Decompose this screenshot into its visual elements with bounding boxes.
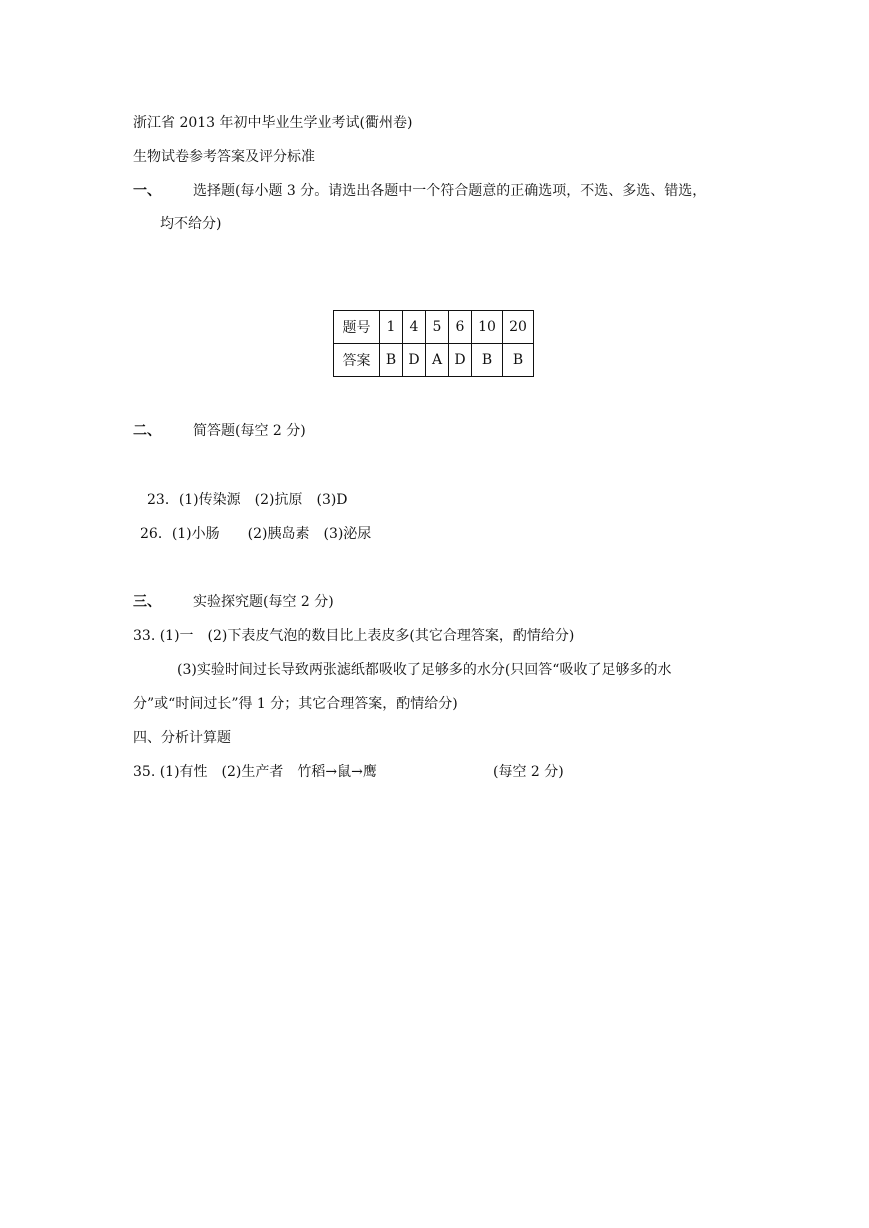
answer-cell: B: [380, 344, 403, 377]
section-1-number: 一、: [133, 183, 161, 199]
section-2-number: 二、: [133, 423, 161, 439]
question-number-cell: 6: [449, 311, 472, 344]
answer-cell: D: [449, 344, 472, 377]
question-number-cell: 5: [426, 311, 449, 344]
scoring-note: (每空 2 分): [493, 764, 564, 780]
question-number-cell: 4: [403, 311, 426, 344]
answer-cell: A: [426, 344, 449, 377]
question-number-cell: 1: [380, 311, 403, 344]
document-subtitle: 生物试卷参考答案及评分标准: [133, 149, 315, 165]
answer-cell: B: [503, 344, 534, 377]
document-title: 浙江省 2013 年初中毕业生学业考试(衢州卷): [133, 115, 413, 131]
table-row-header: 题号: [334, 311, 380, 344]
question-number-cell: 10: [472, 311, 503, 344]
section-4-heading: 四、分析计算题: [133, 730, 231, 746]
table-row: [334, 344, 534, 377]
section-2-heading: 简答题(每空 2 分): [193, 423, 306, 439]
answer-line-33: 33. (1)一 (2)下表皮气泡的数目比上表皮多(其它合理答案，酌情给分): [133, 628, 575, 644]
answer-cell: D: [403, 344, 426, 377]
answer-table: [333, 310, 534, 377]
answer-line-23: 23．(1)传染源 (2)抗原 (3)D: [147, 492, 348, 508]
section-3-number: 三、: [133, 594, 161, 610]
answer-line-33-part3: (3)实验时间过长导致两张滤纸都吸收了足够多的水分(只回答“吸收了足够多的水: [177, 662, 672, 678]
answer-line-33-part3-continued: 分”或“时间过长”得 1 分；其它合理答案，酌情给分): [133, 696, 458, 712]
answer-line-26: 26．(1)小肠 (2)胰岛素 (3)泌尿: [140, 526, 372, 542]
answer-cell: B: [472, 344, 503, 377]
answer-line-35: 35. (1)有性 (2)生产者 竹稻→鼠→鹰: [133, 764, 377, 780]
table-row: [334, 311, 534, 344]
table-row-header: 答案: [334, 344, 380, 377]
section-1-heading: 选择题(每小题 3 分。请选出各题中一个符合题意的正确选项，不选、多选、错选，: [193, 183, 707, 199]
section-3-heading: 实验探究题(每空 2 分): [193, 594, 334, 610]
section-1-heading-continued: 均不给分): [160, 216, 222, 232]
question-number-cell: 20: [503, 311, 534, 344]
